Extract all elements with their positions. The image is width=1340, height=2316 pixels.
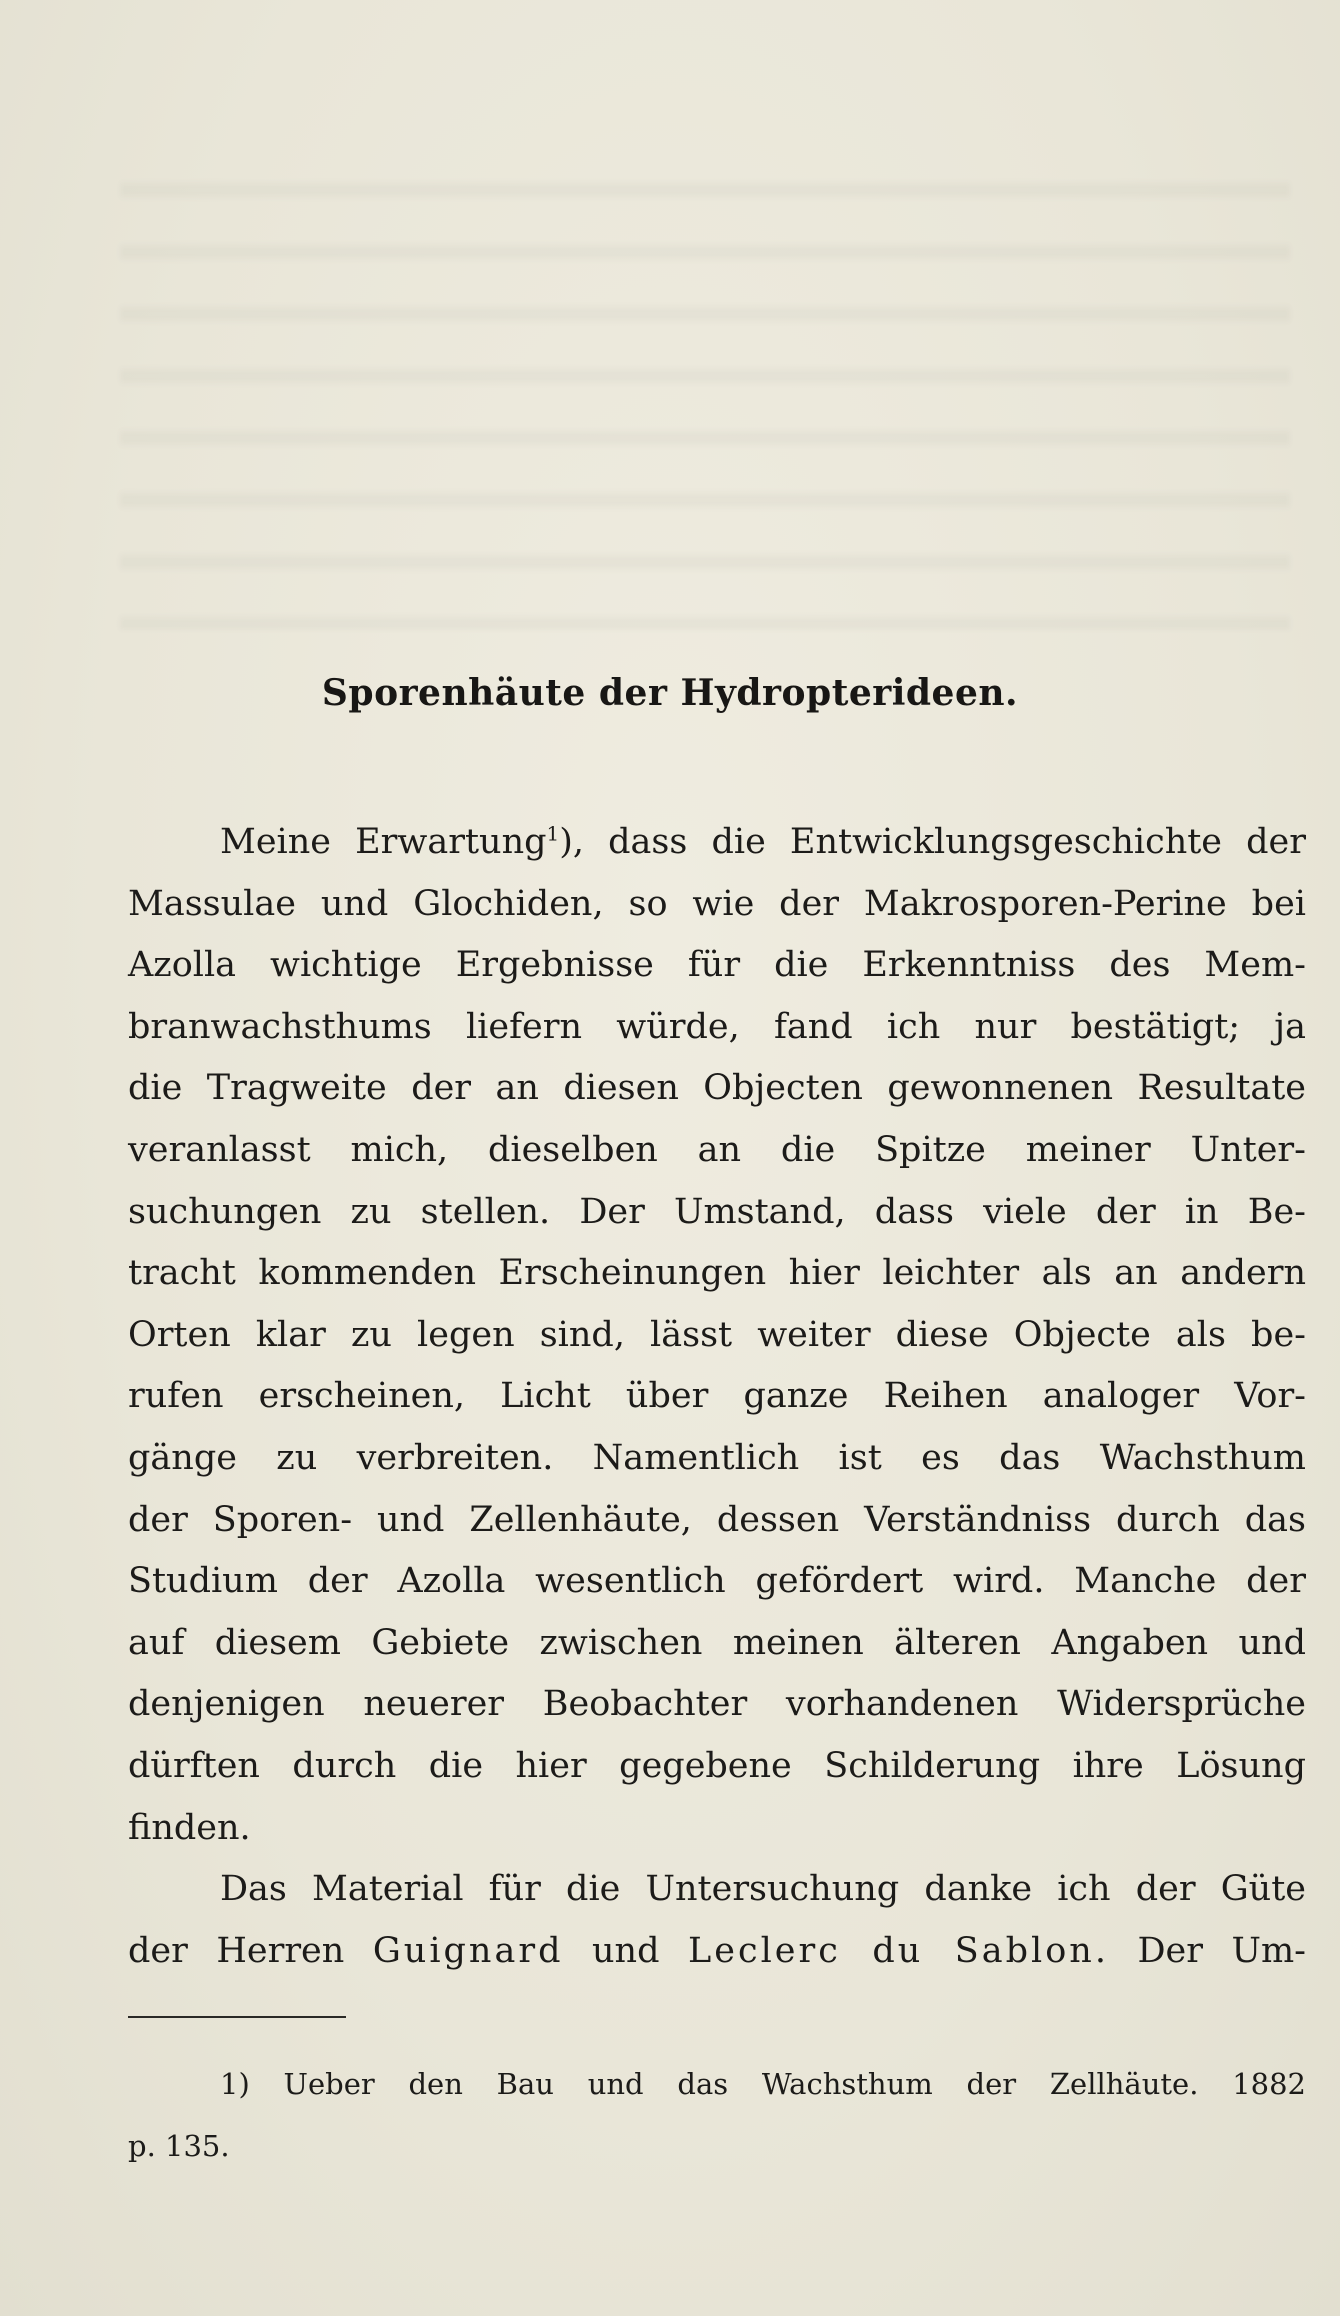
paragraph-text: der Herren xyxy=(128,1930,345,1971)
body-text xyxy=(128,812,1306,1982)
paragraph-line: dürften durch die hier gegebene Schilderung ihre Lösung xyxy=(128,1745,1306,1786)
paragraph-line: Azolla wichtige Ergebnisse für die Erkenntniss des Mem- xyxy=(128,945,1306,986)
paragraph-line: Studium der Azolla wesentlich gefördert wird. Manche der xyxy=(128,1561,1306,1602)
footnote-line: p. 135. xyxy=(128,2128,230,2163)
paragraph-line: branwachsthums liefern würde, fand ich nur bestätigt; ja xyxy=(128,1006,1306,1047)
paragraph-first-words: Meine Erwartung xyxy=(220,822,547,862)
paragraph-line: gänge zu verbreiten. Namentlich ist es das Wachsthum xyxy=(128,1437,1306,1478)
paragraph-line: veranlasst mich, dieselben an die Spitze meiner Unter- xyxy=(128,1129,1306,1170)
paragraph-line: tracht kommenden Erscheinungen hier leichter als an andern xyxy=(128,1253,1306,1294)
paragraph-text: Der Um- xyxy=(1137,1930,1306,1971)
paragraph-line: Orten klar zu legen sind, lässt weiter diese Objecte als be- xyxy=(128,1314,1306,1355)
paragraph-line: auf diesem Gebiete zwischen meinen älteren Angaben und xyxy=(128,1622,1306,1663)
paragraph-line: die Tragweite der an diesen Objecten gewonnenen Resultate xyxy=(128,1068,1306,1109)
paragraph-line-text: ), dass die Entwicklungsgeschichte der xyxy=(559,822,1306,862)
paragraph-line: finden. xyxy=(128,1807,251,1848)
paragraph-line: rufen erscheinen, Licht über ganze Reihen analoger Vor- xyxy=(128,1376,1306,1417)
paragraph-text: und xyxy=(592,1930,660,1971)
footnote-rule xyxy=(128,2016,346,2018)
paragraph-line: suchungen zu stellen. Der Umstand, dass viele der in Be- xyxy=(128,1191,1306,1232)
paragraph-line xyxy=(128,1921,1306,1983)
paragraph-line xyxy=(128,812,1306,874)
person-name: Guignard xyxy=(372,1930,564,1971)
bleed-through-text xyxy=(120,150,1290,630)
paragraph-line: der Sporen- und Zellenhäute, dessen Verständniss durch das xyxy=(128,1499,1306,1540)
footnote-line: 1) Ueber den Bau und das Wachsthum der Zellhäute. 1882 xyxy=(220,2067,1306,2101)
footnote-reference: 1 xyxy=(546,821,560,846)
paragraph-line: Das Material für die Untersuchung danke ich der Güte xyxy=(220,1869,1306,1910)
paragraph-line: Massulae und Glochiden, so wie der Makrosporen-Perine bei xyxy=(128,883,1306,924)
paragraph-line: denjenigen neuerer Beobachter vorhandenen Widersprüche xyxy=(128,1684,1306,1725)
section-heading: Sporenhäute der Hydropterideen. xyxy=(321,672,1019,714)
footnote xyxy=(128,2062,1306,2185)
person-name: Leclerc du Sablon. xyxy=(688,1930,1109,1971)
